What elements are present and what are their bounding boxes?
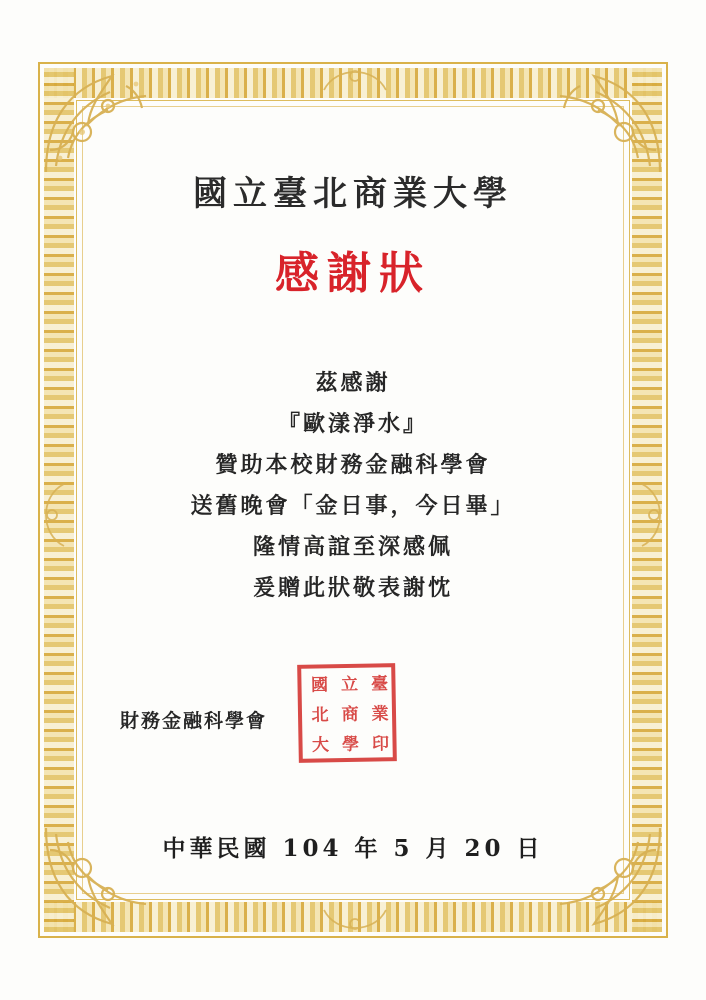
- seal-character: 國: [306, 674, 328, 693]
- seal-character: 立: [336, 674, 358, 692]
- seal-character: 大: [307, 734, 329, 753]
- certificate-content: [92, 118, 614, 882]
- body-line: 隆情高誼至深感佩: [252, 534, 453, 560]
- seal-character: 臺: [366, 673, 388, 692]
- body-line: 送舊晚會「金日事，今日畢」: [190, 493, 516, 519]
- body-line: 贊助本校財務金融科學會: [215, 452, 491, 478]
- signature-row: [92, 664, 614, 774]
- gold-border-band-left: [44, 68, 74, 932]
- seal-character: 印: [367, 733, 389, 752]
- certificate-body: [92, 363, 614, 609]
- gold-border-band-bottom: [44, 902, 662, 932]
- seal-character: 業: [367, 703, 388, 722]
- body-line: 茲感謝: [315, 370, 391, 396]
- gold-border-band-top: [44, 68, 662, 98]
- gold-border-band-right: [632, 68, 662, 932]
- seal-character: 北: [307, 704, 328, 723]
- official-seal-stamp: [297, 663, 397, 763]
- signer-name: 財務金融科學會: [120, 710, 268, 732]
- seal-character: 商: [337, 704, 358, 722]
- body-line: 『歐漾淨水』: [277, 411, 428, 437]
- issue-date: 中華民國 104 年 5 月 20 日: [162, 835, 544, 862]
- certificate-title: 感謝狀: [275, 248, 431, 299]
- issuing-organization-name: 國立臺北商業大學: [193, 174, 513, 214]
- seal-character: 學: [337, 734, 359, 752]
- body-line: 爰贈此狀敬表謝忱: [252, 575, 453, 601]
